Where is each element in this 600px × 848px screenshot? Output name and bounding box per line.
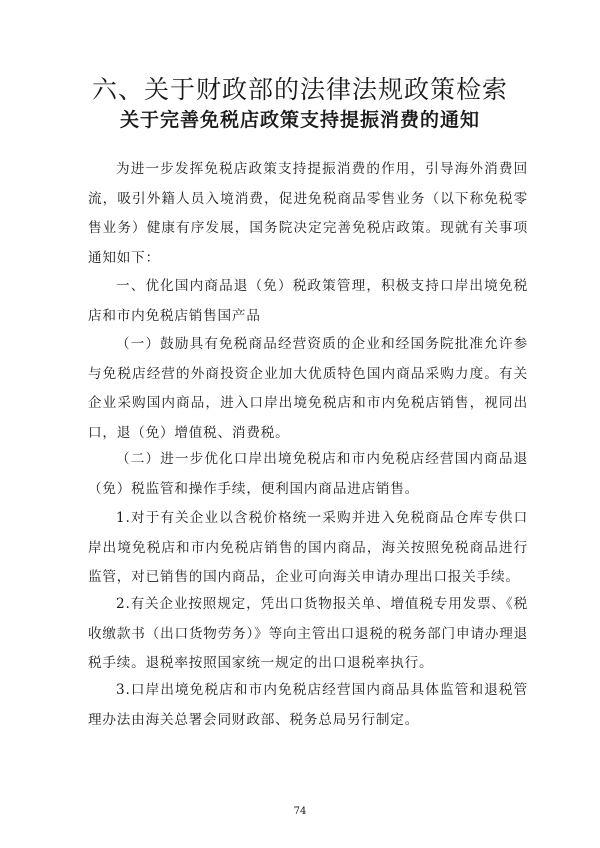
section-title: 六、关于财政部的法律法规政策检索 (91, 75, 508, 104)
page-number: 74 (293, 806, 307, 817)
paragraph-item-2: （二）进一步优化口岸出境免税店和市内免税店经营国内商品退（免）税监管和操作手续，便利国内商品进店销售。 (88, 451, 528, 497)
document-title: 关于完善免税店政策支持提振消费的通知 (119, 109, 480, 131)
paragraph-point-1: 1.对于有关企业以含税价格统一采购并进入免税商品仓库专供口岸出境免税店和市内免税店销售的国内商品，海关按照免税商品进行监管，对已销售的国内商品，企业可向海关申请办理出口报关手续。 (88, 510, 528, 585)
paragraph-point-2: 2.有关企业按照规定，凭出口货物报关单、增值税专用发票、《税收缴款书（出口货物劳务）》等向主管出口退税的税务部门申请办理退税手续。退税率按照国家统一规定的出口退税率执行。 (88, 596, 528, 671)
paragraph-item-1: （一）鼓励具有免税商品经营资质的企业和经国务院批准允许参与免税店经营的外商投资企业加大优质特色国内商品采购力度。有关企业采购国内商品，进入口岸出境免税店和市内免税店销售，视同出口，退（免）增值税、消费税。 (88, 336, 528, 441)
paragraph-point-3: 3.口岸出境免税店和市内免税店经营国内商品具体监管和退税管理办法由海关总署会同财政部、税务总局另行制定。 (88, 682, 528, 728)
paragraph-intro: 为进一步发挥免税店政策支持提振消费的作用，引导海外消费回流，吸引外籍人员入境消费，促进免税商品零售业务（以下称免税零售业务）健康有序发展，国务院决定完善免税店政策。现就有关事项通知如下： (88, 161, 528, 266)
paragraph-section-1: 一、优化国内商品退（免）税政策管理，积极支持口岸出境免税店和市内免税店销售国产品 (88, 278, 528, 324)
